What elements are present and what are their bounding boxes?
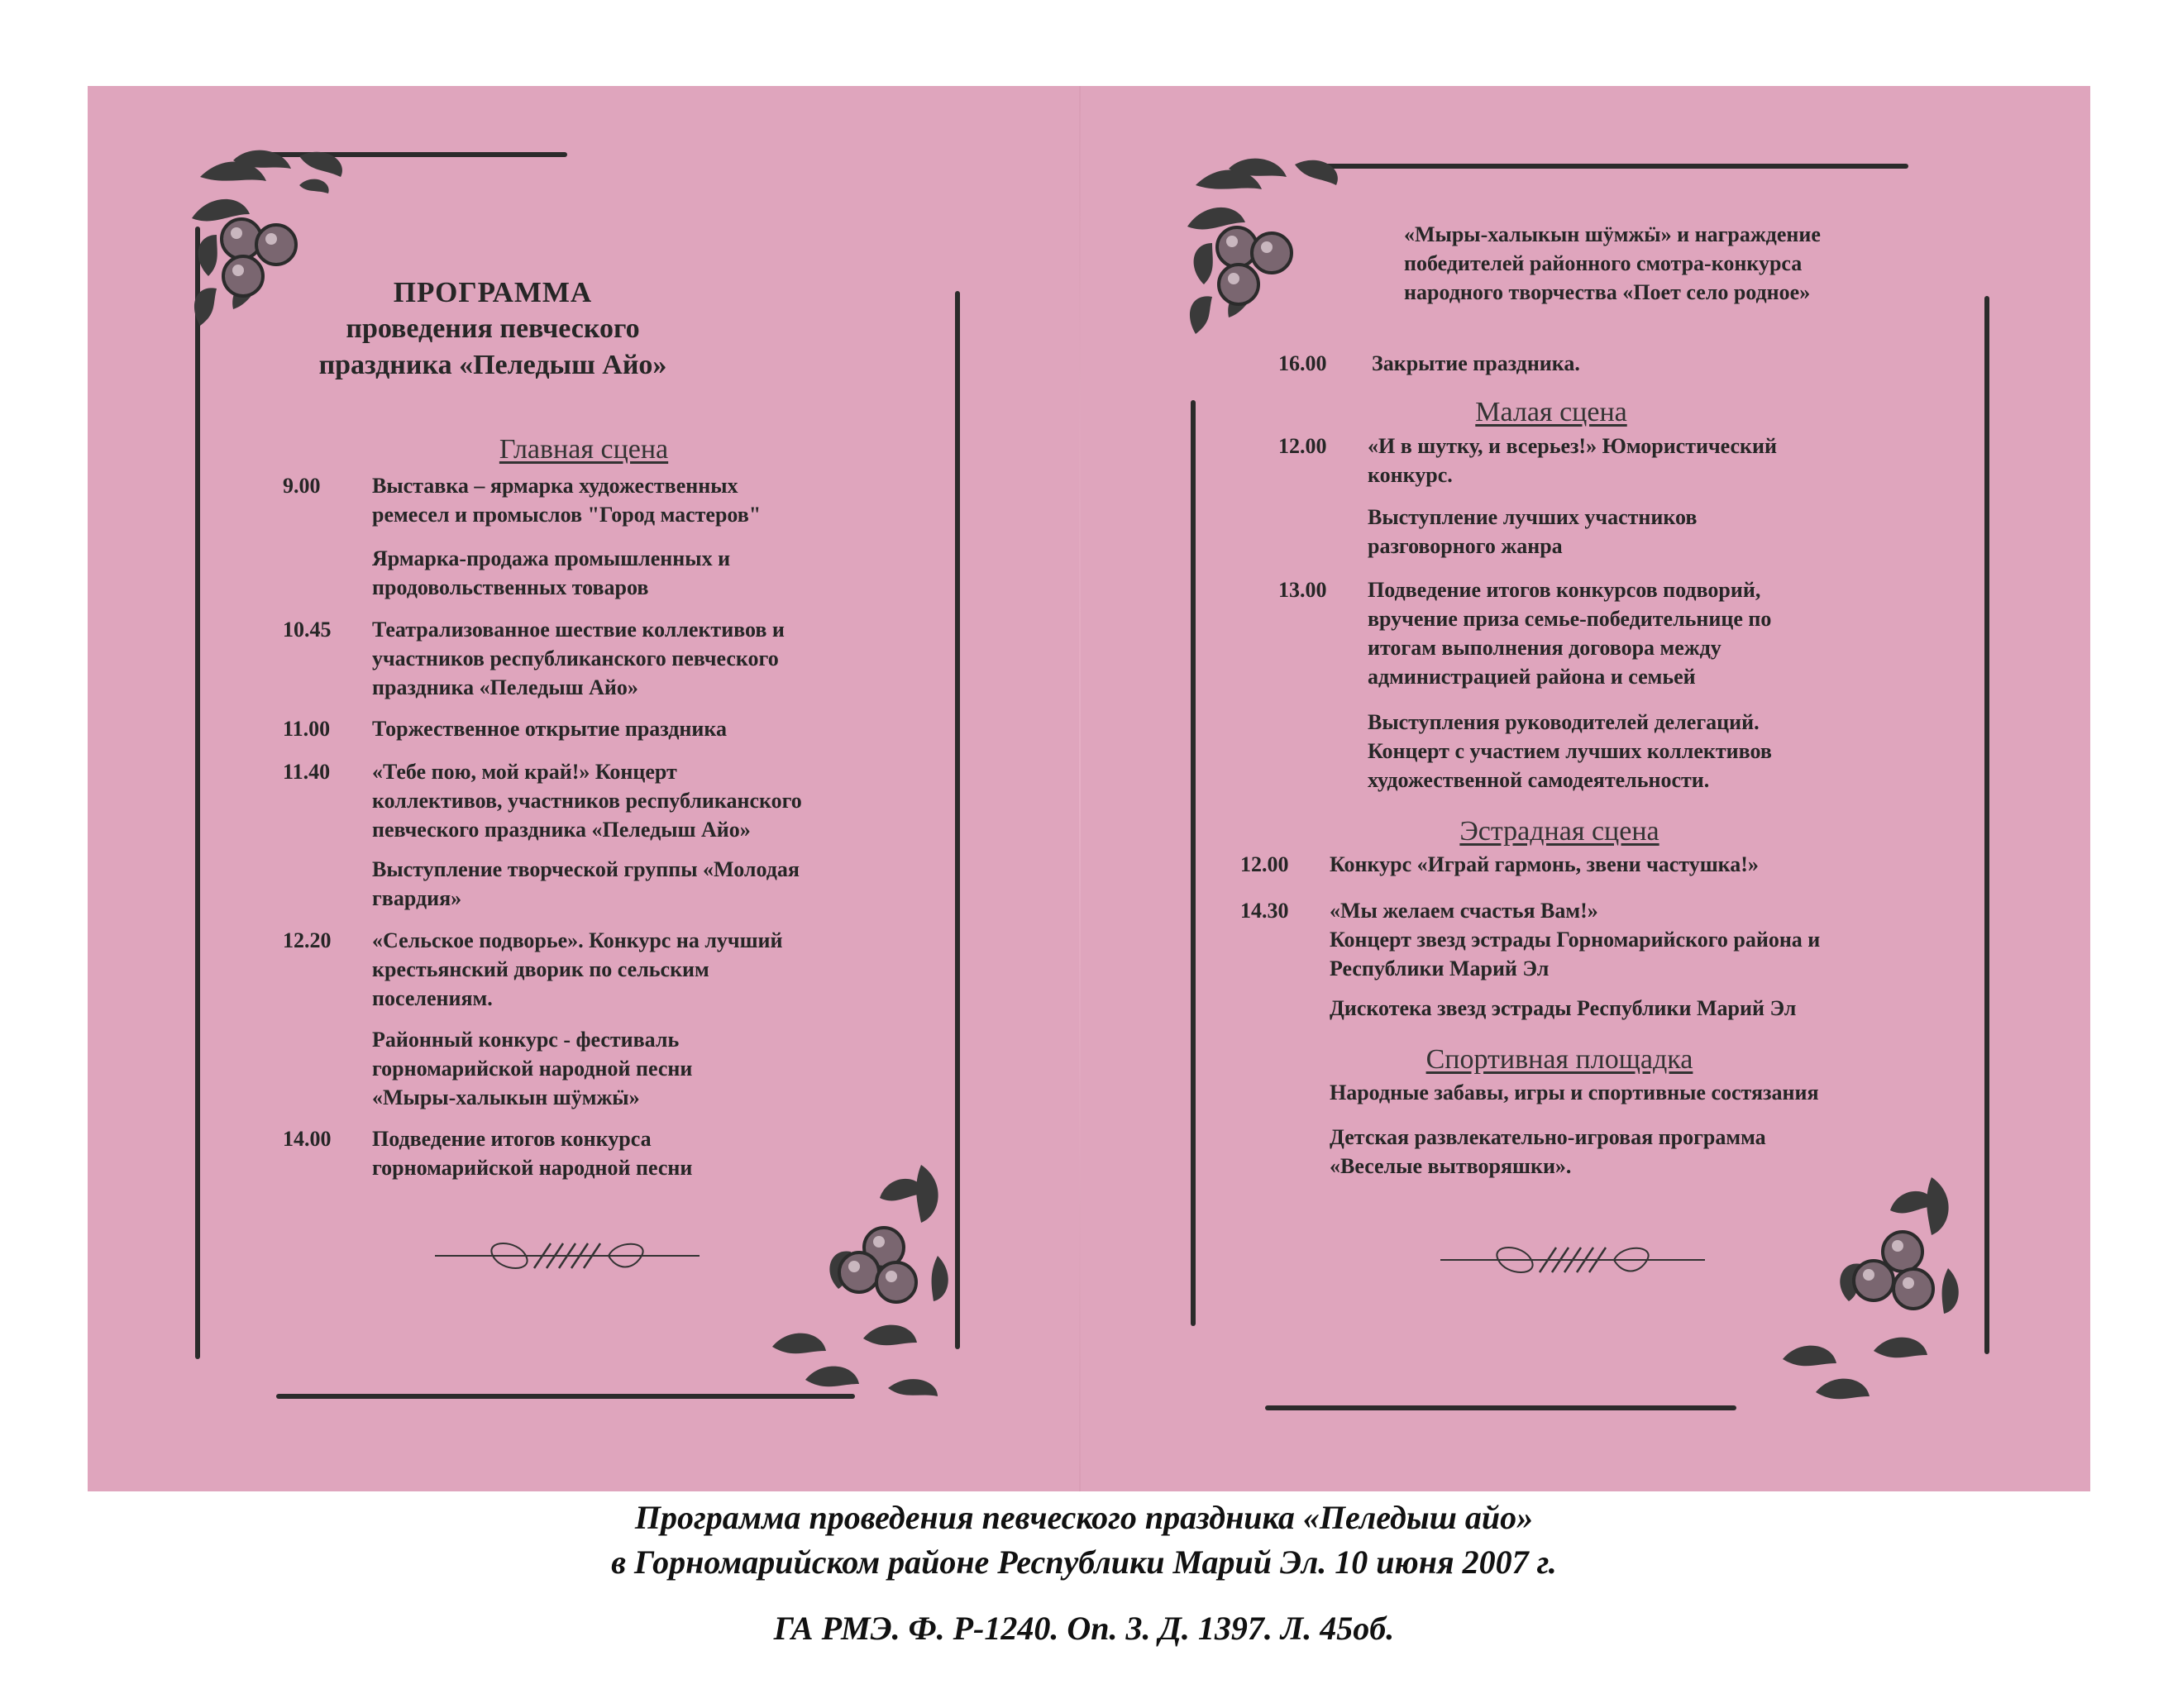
entry-time: 14.00	[283, 1127, 332, 1151]
entry-time: 14.30	[1240, 899, 1289, 923]
entry-text-line: Дискотека звезд эстрады Республики Марий Эл	[1330, 996, 1797, 1020]
entry-text-line: Ярмарка-продажа промышленных и	[372, 546, 731, 570]
entry-text-line: «И в шутку, и всерьез!» Юмористический	[1368, 434, 1777, 458]
entry-time: 16.00	[1278, 351, 1327, 375]
entry-text-line: Подведение итогов конкурсов подворий,	[1368, 578, 1761, 602]
entry-text-line: художественной самодеятельности.	[1368, 768, 1710, 792]
entry-text: Закрытие праздника.	[1372, 351, 1580, 375]
entry-text-line: итогам выполнения договора между	[1368, 636, 1722, 660]
bottom-right-berry-ornament-icon	[756, 1148, 962, 1413]
entry-time: 13.00	[1278, 578, 1327, 602]
entry-text-line: «Мы желаем счастья Вам!»	[1330, 899, 1598, 923]
caption-line-2: в Горномарийском районе Республики Марий Эл. 10 июня 2007 г.	[611, 1543, 1557, 1581]
entry-time: 11.00	[283, 717, 331, 741]
entry-text-line: Конкурс «Играй гармонь, звени частушка!»	[1330, 852, 1759, 876]
entry-text-line: Торжественное открытие праздника	[372, 717, 727, 741]
bottom-right-page-berry-ornament-icon	[1766, 1161, 1981, 1417]
entry-text-line: Концерт с участием лучших коллективов	[1368, 739, 1772, 763]
entry-text-line: Республики Марий Эл	[1330, 957, 1550, 980]
right-divider-flourish-icon	[1440, 1235, 1705, 1285]
archive-reference: ГА РМЭ. Ф. Р-1240. Оп. 3. Д. 1397. Л. 45об.	[773, 1610, 1395, 1647]
intro-text-line: «Мыры-халыкын шӱмжӹ» и награждение	[1404, 222, 1821, 246]
entry-text-line: «Сельское подворье». Конкурс на лучший	[372, 928, 783, 952]
right-frame-right	[1984, 296, 1989, 1354]
title-line-3: праздника «Пеледыш Айо»	[318, 350, 667, 380]
left-frame-left	[195, 227, 200, 1359]
section-sports-ground: Спортивная площадка	[1425, 1044, 1693, 1075]
entry-text-line: Народные забавы, игры и спортивные состязания	[1330, 1081, 1819, 1104]
entry-text-line: Выступление творческой группы «Молодая	[372, 857, 800, 881]
entry-text-line: певческого праздника «Пеледыш Айо»	[372, 818, 751, 842]
right-frame-bottom	[1265, 1405, 1736, 1410]
entry-time: 10.45	[283, 618, 332, 642]
entry-time: 12.00	[1240, 852, 1289, 876]
entry-text-line: ремесел и промыслов "Город мастеров"	[372, 503, 762, 527]
entry-text-line: крестьянский дворик по сельским	[372, 957, 709, 981]
right-frame-top	[1301, 164, 1908, 169]
entry-text-line: Выставка – ярмарка художественных	[372, 474, 738, 498]
entry-text-line: праздника «Пеледыш Айо»	[372, 675, 638, 699]
entry-text-line: продовольственных товаров	[372, 575, 649, 599]
right-frame-left	[1191, 400, 1196, 1326]
entry-text-line: поселениям.	[372, 986, 493, 1010]
center-fold	[1079, 86, 1081, 1491]
entry-text-line: Выступление лучших участников	[1368, 505, 1698, 529]
entry-time: 12.20	[283, 928, 332, 952]
intro-text-line: победителей районного смотра-конкурса	[1404, 251, 1803, 275]
entry-text-line: Театрализованное шествие коллективов и	[372, 618, 785, 642]
entry-time: 12.00	[1278, 434, 1327, 458]
section-small-stage: Малая сцена	[1475, 397, 1627, 427]
entry-text-line: «Тебе пою, мой край!» Концерт	[372, 760, 677, 784]
entry-text-line: Подведение итогов конкурса	[372, 1127, 652, 1151]
entry-text-line: горномарийской народной песни	[372, 1057, 693, 1081]
section-main-stage: Главная сцена	[499, 434, 669, 465]
entry-text-line: «Веселые вытворяшки».	[1330, 1154, 1572, 1178]
entry-text-line: конкурс.	[1368, 463, 1453, 487]
entry-text-line: Выступления руководителей делегаций.	[1368, 710, 1760, 734]
title-line-2: проведения певческого	[346, 313, 640, 344]
entry-text-line: коллективов, участников республиканского	[372, 789, 802, 813]
entry-text-line: Концерт звезд эстрады Горномарийского района и	[1330, 928, 1821, 952]
entry-time: 9.00	[283, 474, 321, 498]
entry-text-line: вручение приза семье-победительнице по	[1368, 607, 1772, 631]
program-sheet	[88, 86, 2090, 1491]
entry-text-line: Детская развлекательно-игровая программа	[1330, 1125, 1766, 1149]
entry-text-line: администрацией района и семьей	[1368, 665, 1696, 689]
entry-text-line: «Мыры-халыкын шӱмжӹ»	[372, 1085, 640, 1109]
left-divider-flourish-icon	[435, 1231, 700, 1281]
section-variety-stage: Эстрадная сцена	[1459, 816, 1659, 847]
entry-time: 11.40	[283, 760, 331, 784]
entry-text-line: горномарийской народной песни	[372, 1156, 693, 1180]
entry-text-line: разговорного жанра	[1368, 534, 1563, 558]
intro-text-line: народного творчества «Поет село родное»	[1404, 280, 1811, 304]
entry-text-line: участников республиканского певческого	[372, 646, 779, 670]
entry-text-line: гвардия»	[372, 886, 462, 910]
caption-line-1: Программа проведения певческого праздника «Пеледыш айо»	[634, 1499, 1534, 1536]
program-title	[270, 274, 716, 384]
title-line-1: ПРОГРАММА	[393, 276, 593, 308]
entry-text-line: Районный конкурс - фестиваль	[372, 1028, 680, 1052]
top-right-page-berry-ornament-icon	[1179, 152, 1369, 351]
